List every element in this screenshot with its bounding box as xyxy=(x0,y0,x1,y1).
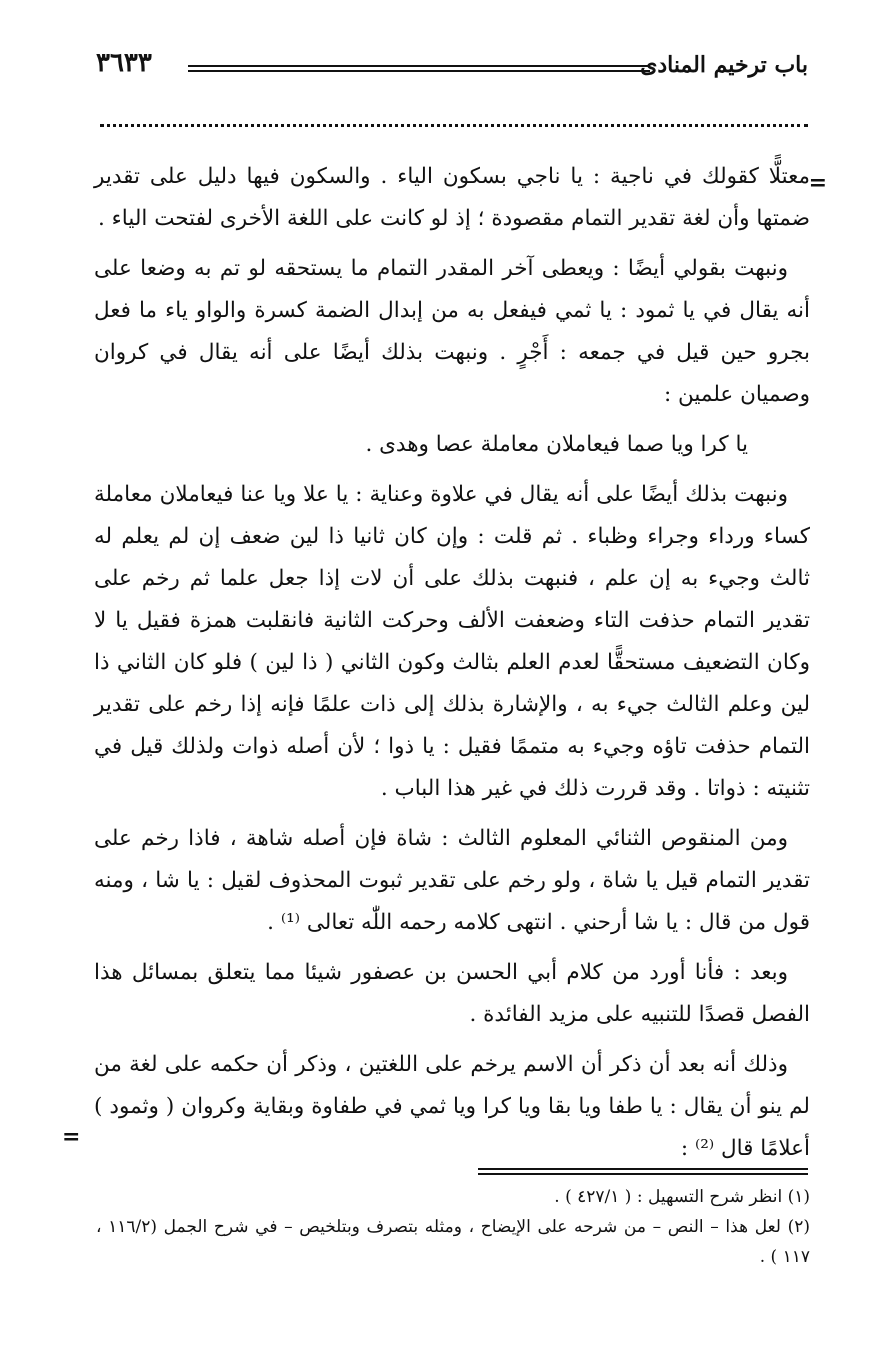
continuation-mark-bottom: = xyxy=(62,1124,81,1150)
main-text xyxy=(94,156,810,1178)
paragraph: معتلًّا كقولك في ناجية : يا ناجي بسكون الياء . والسكون فيها دليل على تقدير ضمتها وأن لغة تقدير التمام مقصودة ؛ إذ لو كانت على اللغة الأخرى لفتحت الياء . xyxy=(94,164,810,231)
verse-line: يا كرا ويا صما فيعاملان معاملة عصا وهدى . xyxy=(365,432,748,457)
page-number: ٣٦٣٣ xyxy=(96,48,152,78)
paragraph: وذلك أنه بعد أن ذكر أن الاسم يرخم على اللغتين ، وذكر أن حكمه على لغة من لم ينو أن يقال : يا طفا ويا بقا ويا كرا ويا ثمي في طفاوة وبقاية وكروان ( وثمود ) أعلامًا قال ⁽²⁾ : xyxy=(94,1052,810,1161)
footnote-rule xyxy=(478,1168,808,1175)
footnotes xyxy=(96,1182,810,1272)
footnote: (١) انظر شرح التسهيل : ( ٤٢٧/١ ) . xyxy=(554,1187,810,1207)
header-rule xyxy=(188,65,650,72)
running-header xyxy=(96,48,808,88)
footnote: (٢) لعل هذا – النص – من شرحه على الإيضاح ، ومثله بتصرف وبتلخيص – في شرح الجمل (١١٦/٢ ، ١١٧ ) . xyxy=(96,1217,811,1267)
paragraph: ونبهت بذلك أيضًا على أنه يقال في علاوة وعناية : يا علا ويا عنا فيعاملان معاملة كساء ورداء وجراء وظباء . ثم قلت : وإن كان ثانيا ذا لين ضعف إن لم يعلم له ثالث وجيء به إن علم ، فنبهت بذلك على أن لات إذا جعل علما ثم رخم على تقدير التمام حذفت التاء وضعفت الألف وحركت الثانية فانقلبت همزة فقيل يا لا وكان التضعيف مستحقًّا لعدم العلم بثالث وكون الثاني ( ذا لين ) فلو كان الثاني ذا لين وعلم الثالث جيء به ، والإشارة بذلك إلى ذات علمًا فإنه إذا رخم على تقدير التمام حذفت تاؤه وجيء به متممًا فقيل : يا ذوا ؛ لأن أصله ذوات ولذلك قيل في تثنيته : ذواتا . وقد قررت ذلك في غير هذا الباب . xyxy=(94,482,810,801)
paragraph: ومن المنقوص الثنائي المعلوم الثالث : شاة فإن أصله شاهة ، فاذا رخم على تقدير التمام قيل يا شاة ، ولو رخم على تقدير ثبوت المحذوف لقيل : يا شا ، ومنه قول من قال : يا شا أرحني . انتهى كلامه رحمه اللّٰه تعالى ⁽¹⁾ . xyxy=(94,826,810,935)
paragraph: ونبهت بقولي أيضًا : ويعطى آخر المقدر التمام ما يستحقه لو تم به وضعا على أنه يقال في يا ثمود : يا ثمي فيفعل به من إبدال الضمة كسرة والواو ياء ما فعل بجرو حين قيل في جمعه : أَجْرٍ . ونبهت بذلك أيضًا على أنه يقال في كروان وصميان علمين : xyxy=(94,256,810,407)
chapter-title: باب ترخيم المنادى xyxy=(640,52,808,78)
dotted-separator xyxy=(100,124,808,127)
paragraph: وبعد : فأنا أورد من كلام أبي الحسن بن عصفور شيئا مما يتعلق بمسائل هذا الفصل قصدًا للتنبيه على مزيد الفائدة . xyxy=(94,960,810,1027)
continuation-mark-top: = xyxy=(808,170,827,196)
